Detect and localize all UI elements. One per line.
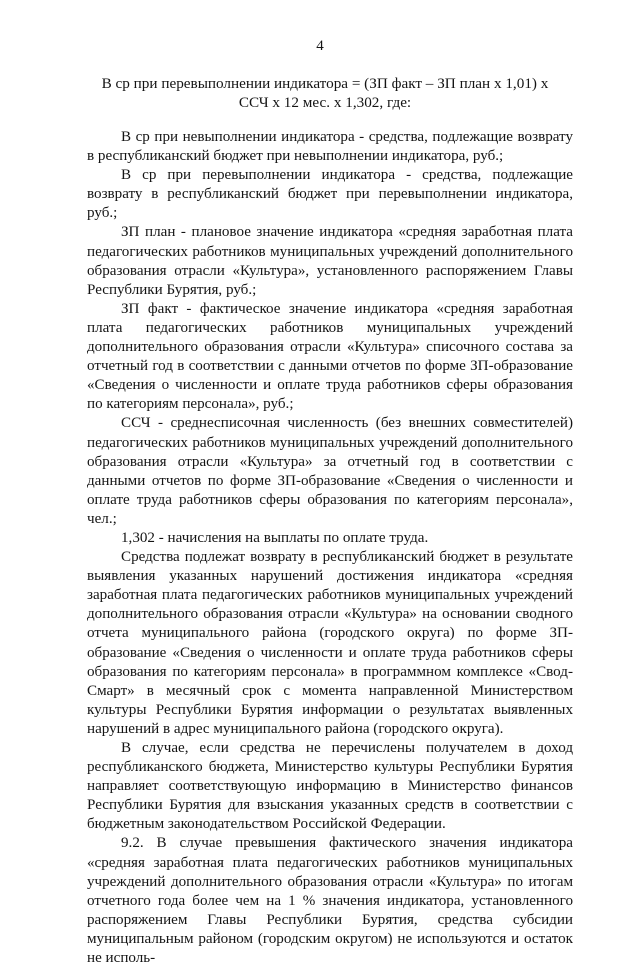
paragraph-zp-fact: ЗП факт - фактическое значение индикатора «средняя заработная плата педагогических работников муниципальных учреждений дополнительного образования отрасли «Культура» списочного состава за отчетный год в соответствии с данными отчетов по форме ЗП-образование «Сведения о численности и оплате труда работников сферы образования по категориям персонала», руб.; bbox=[87, 300, 573, 413]
paragraph-non-transfer: В случае, если средства не перечислены получателем в доход республиканского бюджета, Министерство культуры Республики Бурятия направляет соответствующую информацию в Министерство финансов Республики Бурятия для взыскания указанных средств в соответствии с бюджетным законодательством Российской Федерации. bbox=[87, 740, 573, 833]
paragraph-refund-underperformance: В ср при невыполнении индикатора - средства, подлежащие возврату в республиканский бюджет при невыполнении индикатора, руб.; bbox=[87, 129, 573, 165]
formula-block bbox=[90, 74, 560, 112]
paragraph-zp-plan: ЗП план - плановое значение индикатора «средняя заработная плата педагогических работников муниципальных учреждений дополнительного образования отрасли «Культура», установленного распоряжением Главы Республики Бурятия, руб.; bbox=[87, 224, 573, 298]
formula-line-2: ССЧ х 12 мес. х 1,302, где: bbox=[238, 94, 412, 111]
page-number: 4 bbox=[316, 38, 324, 54]
paragraph-refund-procedure: Средства подлежат возврату в республиканский бюджет в результате выявления указанных нарушений достижения индикатора «средняя заработная плата педагогических работников муниципальных учреждений дополнительного образования отрасли «Культура» на основании сводного отчета муниципального района (городского округа) по форме ЗП-образование «Сведения о численности и оплате труда работников сферы образования по категориям персонала» в программном комплексе «Свод-Смарт» в месячный срок с момента направленной Министерством культуры Республики Бурятия информации о результатах выявленных нарушений в адрес муниципального района (городского округа). bbox=[87, 549, 573, 737]
formula-line-1: В ср при перевыполнении индикатора = (ЗП факт – ЗП план х 1,01) х bbox=[101, 75, 549, 92]
paragraph-ssch: ССЧ - среднесписочная численность (без внешних совместителей) педагогических работников муниципальных учреждений дополнительного образования отрасли «Культура» за отчетный год в соответствии с данными отчетов по форме ЗП-образование «Сведения о численности и оплате труда работников сферы образования по категориям персонала», чел.; bbox=[87, 415, 573, 527]
paragraph-section-9-2: 9.2. В случае превышения фактического значения индикатора «средняя заработная плата педагогических работников муниципальных учреждений дополнительного образования отрасли «Культура» по итогам отчетного года более чем на 1 % значения индикатора, установленного распоряжением Главы Республики Бурятия, средства субсидии муниципальным районом (городским округом) не используются и остаток не исполь- bbox=[87, 835, 573, 967]
body-text bbox=[87, 128, 573, 968]
paragraph-accruals: 1,302 - начисления на выплаты по оплате труда. bbox=[121, 529, 429, 546]
paragraph-refund-overperformance: В ср при перевыполнении индикатора - средства, подлежащие возврату в республиканский бюджет при перевыполнении индикатора, руб.; bbox=[87, 167, 573, 222]
